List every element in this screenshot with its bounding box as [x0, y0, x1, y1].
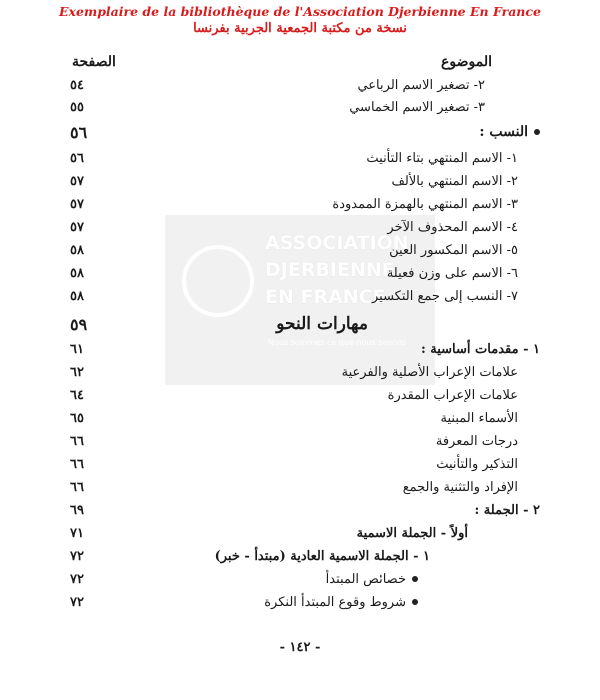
toc-entry [70, 568, 540, 590]
header-line-french: Exemplaire de la bibliothèque de l'Association Djerbienne En France [59, 4, 541, 19]
entry-page: ٥٨ [70, 242, 84, 258]
bullet-icon [412, 576, 418, 582]
toc-entry [70, 262, 540, 284]
entry-title: ١ - الجملة الاسمية العادية (مبتدأ - خبر) [214, 548, 430, 564]
entry-title: الأسماء المبنية [440, 410, 518, 426]
entry-page: ٥٩ [70, 314, 88, 334]
entry-title: خصائص المبتدأ [325, 571, 406, 587]
entry-page: ٧٢ [70, 548, 84, 564]
entry-page: ٦٩ [70, 502, 84, 518]
entry-page: ٦٦ [70, 456, 84, 472]
entry-title: ٤- الاسم المحذوف الآخر [387, 219, 518, 235]
header-line-arabic: نسخة من مكتبة الجمعية الجربية بفرنسا [193, 21, 407, 36]
entry-title: ٣- تصغير الاسم الخماسي [349, 99, 485, 115]
entry-page: ٦٢ [70, 364, 84, 380]
entry-title: ٢- الاسم المنتهي بالألف [391, 173, 518, 189]
entry-page: ٥٧ [70, 196, 84, 212]
entry-page: ٥٧ [70, 219, 84, 235]
toc-section [70, 499, 540, 521]
toc-entry [70, 476, 540, 498]
toc-entry [70, 430, 540, 452]
toc-section [70, 338, 540, 360]
entry-page: ٥٦ [70, 150, 84, 166]
toc-entry [70, 96, 540, 118]
entry-page: ٧١ [70, 525, 84, 541]
watermark-line: EN FRANCE [265, 286, 386, 308]
entry-title: التذكير والتأنيث [436, 456, 518, 472]
library-stamp-header [0, 4, 600, 37]
toc-subsection [70, 522, 540, 544]
entry-page: ٧٢ [70, 571, 84, 587]
toc-section [70, 121, 540, 143]
toc-entry [70, 216, 540, 238]
entry-page: ٥٨ [70, 288, 84, 304]
chapter-title: مهارات النحو [276, 314, 368, 334]
toc-entry [70, 361, 540, 383]
entry-title: ١- الاسم المنتهي بتاء التأنيث [366, 150, 518, 166]
watermark-tagline: Nous sommes ce que nous savons [268, 338, 407, 347]
entry-title: ٧- النسب إلى جمع التكسير [371, 288, 518, 304]
toc-entry [70, 285, 540, 307]
entry-page: ٦٥ [70, 410, 84, 426]
entry-page: ٧٢ [70, 594, 84, 610]
toc-entry [70, 147, 540, 169]
entry-page: ٦٦ [70, 479, 84, 495]
toc-entry [70, 193, 540, 215]
toc-entry [70, 407, 540, 429]
entry-title: شروط وقوع المبتدأ النكرة [264, 594, 406, 610]
entry-page: ٦٤ [70, 387, 84, 403]
entry-page: ٦٦ [70, 433, 84, 449]
column-header-topic: الموضوع [441, 54, 492, 70]
entry-title: ١ - مقدمات أساسية : [420, 341, 540, 357]
entry-title: ٢- تصغير الاسم الرباعي [357, 77, 485, 93]
entry-page: ٥٧ [70, 173, 84, 189]
bullet-icon [534, 129, 540, 135]
toc-entry [70, 74, 540, 96]
toc-subsection [70, 545, 540, 567]
entry-title: النسب : [479, 124, 528, 140]
toc-entry [70, 453, 540, 475]
entry-page: ٥٥ [70, 99, 84, 115]
entry-page: ٦١ [70, 341, 84, 357]
column-header-page: الصفحة [72, 54, 116, 70]
entry-page: ٥٨ [70, 265, 84, 281]
watermark-line: DJERBIENNE [265, 259, 395, 281]
toc-entry [70, 384, 540, 406]
entry-title: علامات الإعراب الأصلية والفرعية [341, 364, 518, 380]
entry-title: ٦- الاسم على وزن فعيلة [386, 265, 518, 281]
entry-page: ٥٤ [70, 77, 84, 93]
entry-title: الإفراد والتثنية والجمع [402, 479, 518, 495]
bullet-icon [412, 599, 418, 605]
entry-title: ٢ - الجملة : [474, 502, 540, 518]
entry-title: أولاً - الجملة الاسمية [356, 525, 468, 541]
watermark-line: ASSOCIATION [265, 232, 409, 254]
toc-entry [70, 170, 540, 192]
entry-page: ٥٦ [70, 122, 88, 142]
toc-chapter [70, 311, 540, 337]
entry-title: علامات الإعراب المقدرة [387, 387, 518, 403]
toc-entry [70, 239, 540, 261]
entry-title: ٣- الاسم المنتهي بالهمزة الممدودة [332, 196, 518, 212]
page-number: - ١٤٢ - [279, 640, 321, 655]
entry-title: ٥- الاسم المكسور العين [389, 242, 518, 258]
entry-title: درجات المعرفة [435, 433, 518, 449]
toc-entry [70, 591, 540, 613]
